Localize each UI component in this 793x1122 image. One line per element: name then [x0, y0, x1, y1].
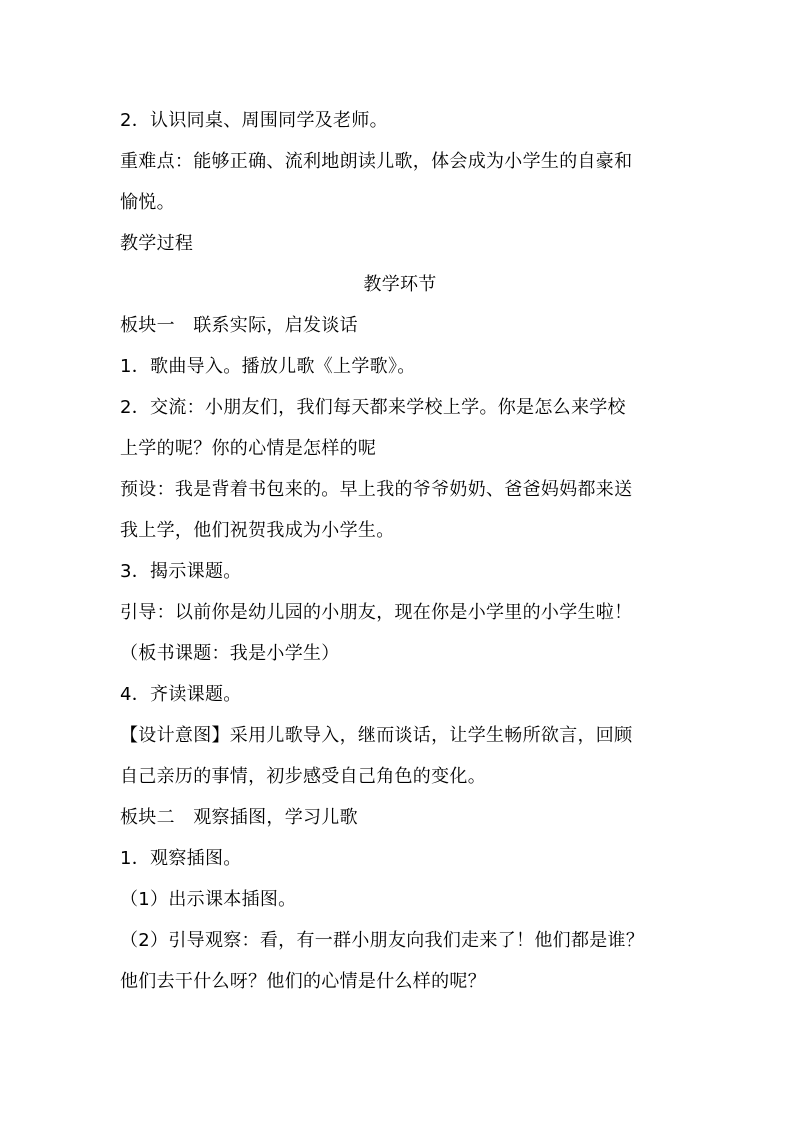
- design-intent-line-2: 自己亲历的事情，初步感受自己角色的变化。: [120, 766, 486, 787]
- preset-answer-line-1: 预设：我是背着书包来的。早上我的爷爷奶奶、爸爸妈妈都来送: [120, 479, 633, 500]
- block-one-heading: 板块一 联系实际，启发谈话: [120, 315, 358, 336]
- block-one-step-4: 4．齐读课题。: [120, 684, 242, 705]
- block-one-step-3: 3．揭示课题。: [120, 561, 242, 582]
- block-two-substep-2-line-1: （2）引导观察：看，有一群小朋友向我们走来了！他们都是谁？: [120, 930, 645, 951]
- key-difficulty-line-2: 愉悦。: [120, 192, 175, 213]
- blackboard-note: （板书课题：我是小学生）: [120, 643, 340, 664]
- document-body: [120, 100, 680, 1002]
- block-one-step-2-line-2: 上学的呢？你的心情是怎样的呢: [120, 438, 377, 459]
- block-two-substep-1: （1）出示课本插图。: [120, 889, 297, 910]
- design-intent-line-1: 【设计意图】采用儿歌导入，继而谈话，让学生畅所欲言，回顾: [120, 725, 633, 746]
- objective-2: 2．认识同桌、周围同学及老师。: [120, 110, 388, 131]
- section-heading-teaching-steps: 教学环节: [363, 274, 437, 295]
- guidance-line: 引导：以前你是幼儿园的小朋友，现在你是小学里的小学生啦！: [120, 602, 633, 623]
- section-heading-teaching-process: 教学过程: [120, 233, 194, 254]
- preset-answer-line-2: 我上学，他们祝贺我成为小学生。: [120, 520, 395, 541]
- block-two-heading: 板块二 观察插图，学习儿歌: [120, 807, 358, 828]
- block-one-step-1: 1．歌曲导入。播放儿歌《上学歌》。: [120, 356, 416, 377]
- key-difficulty-line-1: 重难点：能够正确、流利地朗读儿歌，体会成为小学生的自豪和: [120, 151, 633, 172]
- block-two-substep-2-line-2: 他们去干什么呀？他们的心情是什么样的呢？: [120, 971, 486, 992]
- block-one-step-2-line-1: 2．交流：小朋友们，我们每天都来学校上学。你是怎么来学校: [120, 397, 626, 418]
- block-two-step-1: 1．观察插图。: [120, 848, 242, 869]
